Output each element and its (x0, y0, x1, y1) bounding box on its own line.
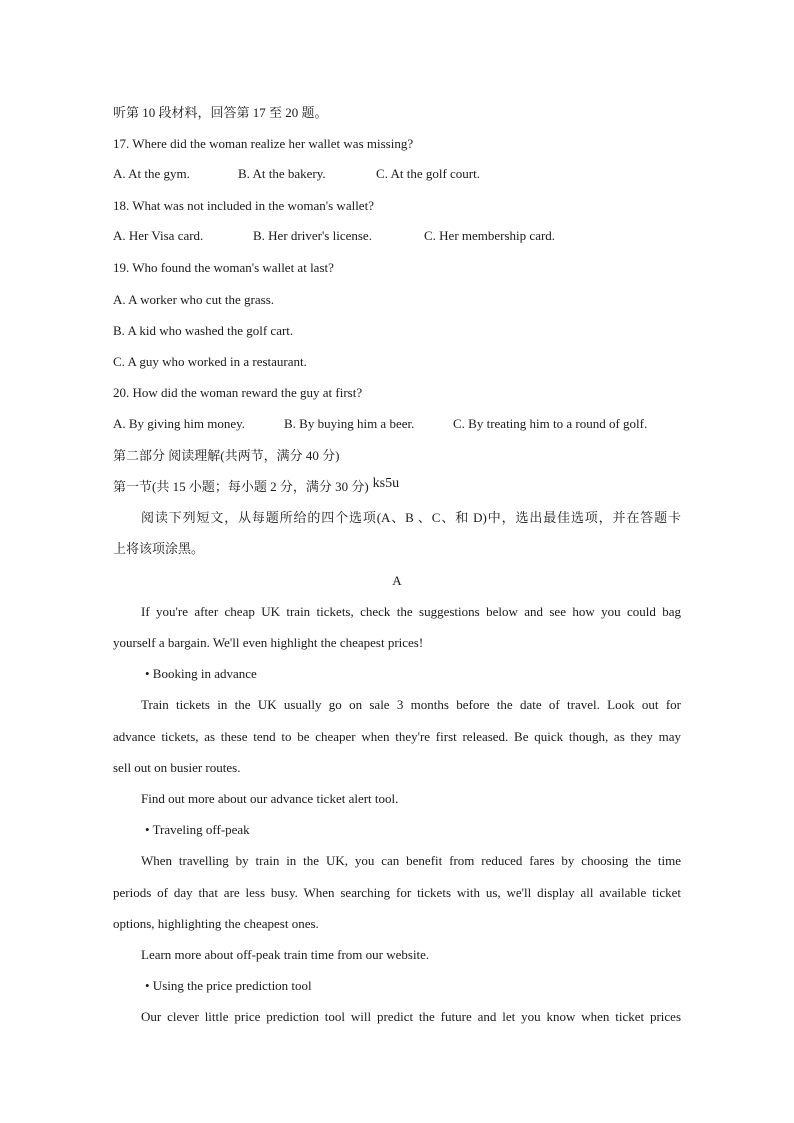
passage-intro-line2: yourself a bargain. We'll even highlight the cheapest prices! (113, 635, 424, 650)
reading-instruction-line2: 上将该项涂黑。 (113, 541, 205, 556)
paragraph1-line2: advance tickets, as these tend to be cheaper when they're first released. Be quick though, as they may (113, 729, 681, 744)
option-c[interactable]: C. A guy who worked in a restaurant. (113, 354, 307, 369)
option-b[interactable]: B. Her driver's license. (253, 228, 372, 243)
paragraph1-line1: Train tickets in the UK usually go on sale 3 months before the date of travel. Look out for (141, 697, 681, 712)
paragraph1-followup: Find out more about our advance ticket alert tool. (141, 791, 399, 806)
question-20-stem: 20. How did the woman reward the guy at first? (113, 385, 363, 400)
reading-instruction-line1: 阅读下列短文，从每题所给的四个选项(A、B 、C、和 D)中，选出最佳选项，并在答题卡 (141, 510, 681, 525)
paragraph2-line2: periods of day that are less busy. When searching for tickets with us, we'll display all available ticket (113, 885, 681, 900)
option-c[interactable]: C. At the golf court. (376, 166, 480, 181)
part2-heading: 第二部分 阅读理解(共两节，满分 40 分) (113, 448, 340, 463)
section-instruction: 听第 10 段材料，回答第 17 至 20 题。 (113, 105, 328, 120)
option-c[interactable]: C. Her membership card. (424, 228, 556, 243)
option-a[interactable]: A. Her Visa card. (113, 228, 204, 243)
question-17-stem: 17. Where did the woman realize her wallet was missing? (113, 136, 414, 151)
paragraph2-line1: When travelling by train in the UK, you can benefit from reduced fares by choosing the time (141, 853, 681, 868)
option-c[interactable]: C. By treating him to a round of golf. (453, 416, 648, 431)
option-b[interactable]: B. By buying him a beer. (284, 416, 415, 431)
bullet-traveling-off-peak: • Traveling off-peak (145, 822, 250, 837)
section1-heading-text: 第一节(共 15 小题；每小题 2 分，满分 30 分) (113, 479, 369, 494)
section1-heading (113, 478, 399, 497)
passage-label: A (392, 573, 402, 588)
paragraph1-line3: sell out on busier routes. (113, 760, 241, 775)
bullet-booking-in-advance: • Booking in advance (145, 666, 257, 681)
paragraph2-followup: Learn more about off-peak train time from our website. (141, 947, 430, 962)
option-a[interactable]: A. By giving him money. (113, 416, 246, 431)
option-a[interactable]: A. At the gym. (113, 166, 190, 181)
paragraph2-line3: options, highlighting the cheapest ones. (113, 916, 319, 931)
paragraph3-line1: Our clever little price prediction tool will predict the future and let you know when ticket prices (141, 1009, 681, 1024)
ks5u-watermark: ks5u (372, 476, 400, 491)
bullet-price-prediction-tool: • Using the price prediction tool (145, 978, 312, 993)
passage-intro-line1: If you're after cheap UK train tickets, check the suggestions below and see how you could bag (141, 604, 681, 619)
question-18-stem: 18. What was not included in the woman's wallet? (113, 198, 374, 213)
option-b[interactable]: B. At the bakery. (238, 166, 326, 181)
option-b[interactable]: B. A kid who washed the golf cart. (113, 323, 294, 338)
option-a[interactable]: A. A worker who cut the grass. (113, 292, 275, 307)
question-19-stem: 19. Who found the woman's wallet at last? (113, 260, 334, 275)
